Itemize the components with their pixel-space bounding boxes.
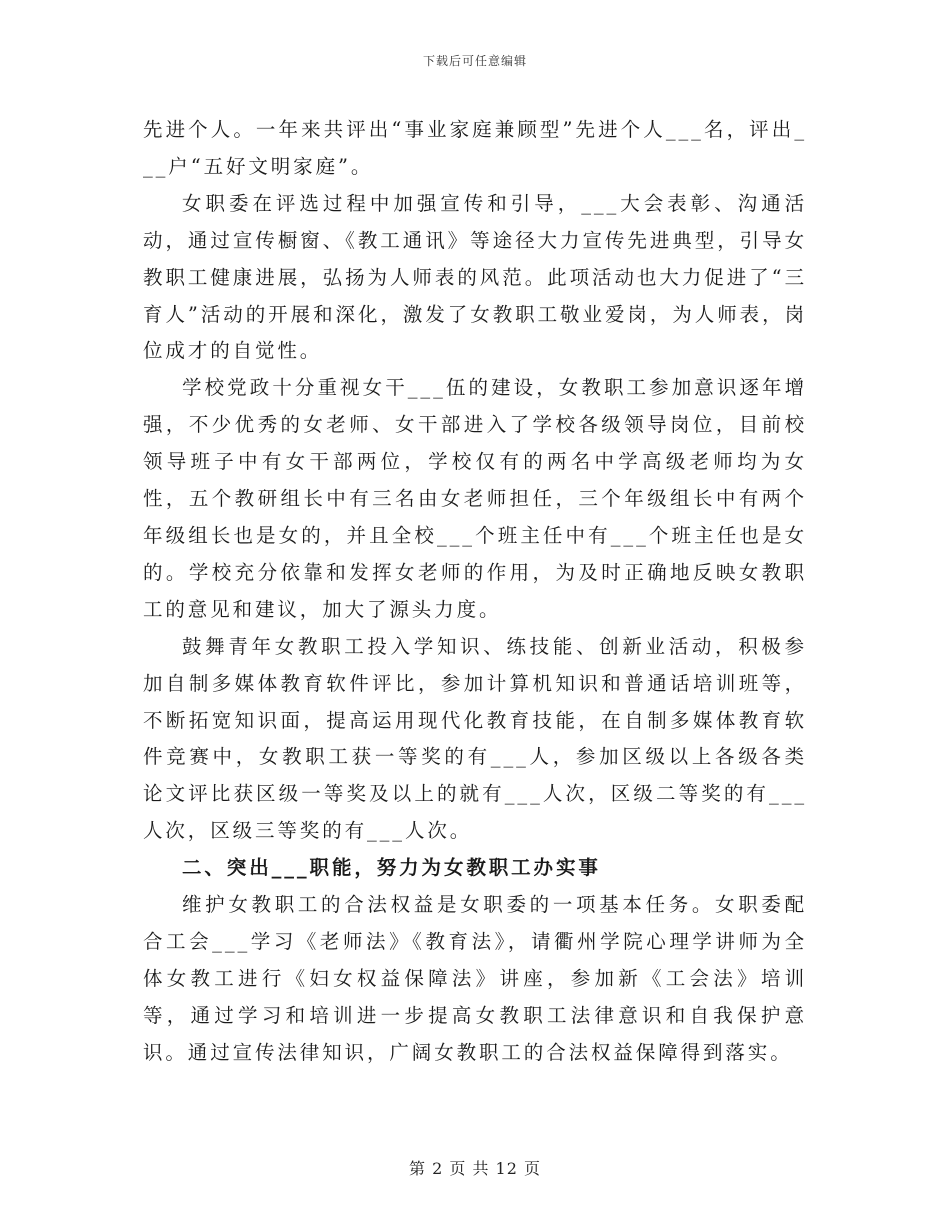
paragraph: 维护女教职工的合法权益是女职委的一项基本任务。女职委配合工会___学习《老师法》《教育法》，请衢州学院心理学讲师为全体女教工进行《妇女权益保障法》讲座，参加新《工会法》培训等，通过学习和培训进一步提高女教职工法律意识和自我保护意识。通过宣传法律知识，广阔女教职工的合法权益保障得到落实。 [143,893,807,1064]
section-heading: 二、突出___职能，努力为女教职工办实事 [182,856,601,880]
paragraph-continued: 先进个人。一年来共评出“事业家庭兼顾型”先进个人___名，评出___户“五好文明家庭”。 [143,118,807,178]
page-footer: 第 2 页 共 12 页 [409,1159,541,1178]
document-body [143,112,807,1072]
paragraph: 鼓舞青年女教职工投入学知识、练技能、创新业活动，积极参加自制多媒体教育软件评比，参加计算机知识和普通话培训班等，不断拓宽知识面，提高运用现代化教育技能，在自制多媒体教育软件竞赛中，女教职工获一等奖的有___人，参加区级以上各级各类论文评比获区级一等奖及以上的就有___人次，区级二等奖的有___人次，区级三等奖的有___人次。 [143,634,807,843]
paragraph: 学校党政十分重视女干___伍的建设，女教职工参加意识逐年增强，不少优秀的女老师、女干部进入了学校各级领导岗位，目前校领导班子中有女干部两位，学校仅有的两名中学高级老师均为女性，五个教研组长中有三名由女老师担任，三个年级组长中有两个年级组长也是女的，并且全校___个班主任中有___个班主任也是女的。学校充分依靠和发挥女老师的作用，为及时正确地反映女教职工的意见和建议，加大了源头力度。 [143,376,807,621]
paragraph: 女职委在评选过程中加强宣传和引导，___大会表彰、沟通活动，通过宣传橱窗、《教工通讯》等途径大力宣传先进典型，引导女教职工健康进展，弘扬为人师表的风范。此项活动也大力促进了“三育人”活动的开展和深化，激发了女教职工敬业爱岗，为人师表，岗位成才的自觉性。 [143,191,807,363]
page-header: 下载后可任意编辑 [422,54,527,68]
